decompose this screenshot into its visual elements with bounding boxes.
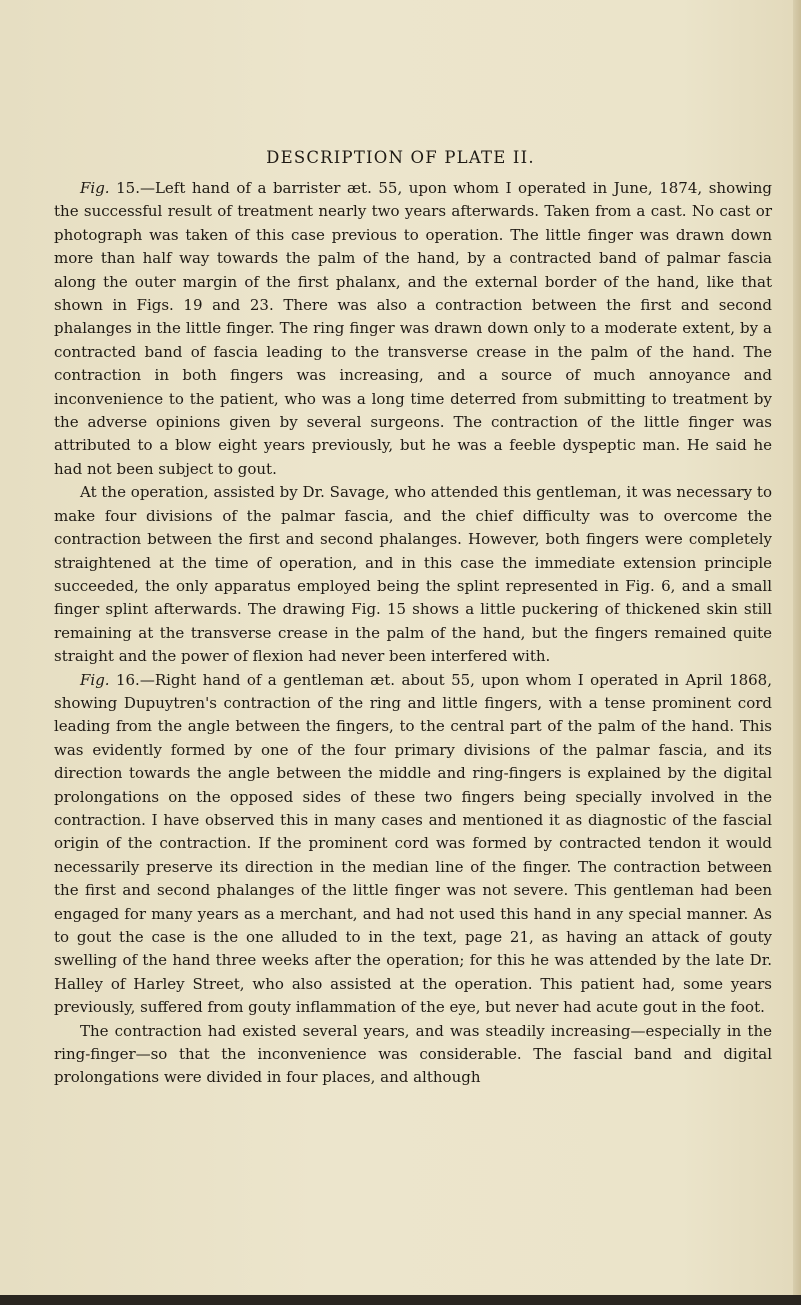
paragraph-text: The contraction had existed several years, and was steadily increasing—especially in the ring-finger—so that the inconvenience was considerable. The fascial band and digital prolongations were divided in four places, and although [54,1021,772,1087]
paragraph-text: At the operation, assisted by Dr. Savage, who attended this gentleman, it was necessary to make four divisions of the palmar fascia, and the chief difficulty was to overcome the contraction between the first and second phalanges. However, both fingers were completely straightened at the time of operation, and in this case the immediate extension principle succeeded, the only apparatus employed being the splint represented in Fig. 6, and a small finger splint afterwards. The drawing Fig. 15 shows a little puckering of thickened skin still remaining at the transverse crease in the palm of the hand, but the fingers remained quite straight and the power of flexion had never been interfered with. [54,483,772,666]
paragraph-text: 16.—Right hand of a gentleman æt. about 55, upon whom I operated in April 1868, showing Dupuytren's contraction of the ring and little fingers, with a tense prominent cord leading from the angle between the fingers, to the central part of the palm of the hand. This was evidently formed by one of the four primary divisions of the palmar fascia, and its direction towards the angle between the middle and ring-fingers is explained by the digital prolongations on the opposed sides of these two fingers being specially involved in the contraction. I have observed this in many cases and mentioned it as diagnostic of the fascial origin of the contraction. If the prominent cord was formed by contracted tendon it would necessarily preserve its direction in the median line of the finger. The contraction between the first and second phalanges of the little finger was not severe. This gentleman had been engaged for many years as a merchant, and had not used this hand in any special manner. As to gout the case is the one alluded to in the text, page 21, as having an attack of gouty swelling of the hand three weeks after the operation; for this he was attended by the late Dr. Halley of Harley Street, who also assisted at the operation. This patient had, some years previously, suffered from gouty inflammation of the eye, but never had acute gout in the foot. [54,670,772,1017]
paragraph-operation [54,481,772,668]
body-text [54,177,772,1090]
fig-label: Fig. [80,179,110,197]
paragraph-contraction [54,1020,772,1090]
paragraph-fig-16 [54,669,772,1020]
page-title: DESCRIPTION OF PLATE II. [266,148,535,167]
bottom-border [0,1295,801,1305]
paragraph-fig-15 [54,177,772,481]
paragraph-text: 15.—Left hand of a barrister æt. 55, upon whom I operated in June, 1874, showing the successful result of treatment nearly two years afterwards. Taken from a cast. No cast or photograph was taken of this case previous to operation. The little finger was drawn down more than half way towards the palm of the hand, by a contracted band of palmar fascia along the outer margin of the first phalanx, and the external border of the hand, like that shown in Figs. 19 and 23. There was also a contraction between the first and second phalanges in the little finger. The ring finger was drawn down only to a moderate extent, by a contracted band of fascia leading to the transverse crease in the palm of the hand. The contraction in both fingers was increasing, and a source of much annoyance and inconvenience to the patient, who was a long time deterred from submitting to treatment by the adverse opinions given by several surgeons. The contraction of the little finger was attributed to a blow eight years previously, but he was a feeble dyspeptic man. He said he had not been subject to gout. [54,179,772,478]
fig-label: Fig. [80,670,110,689]
page-edge [793,0,801,1305]
